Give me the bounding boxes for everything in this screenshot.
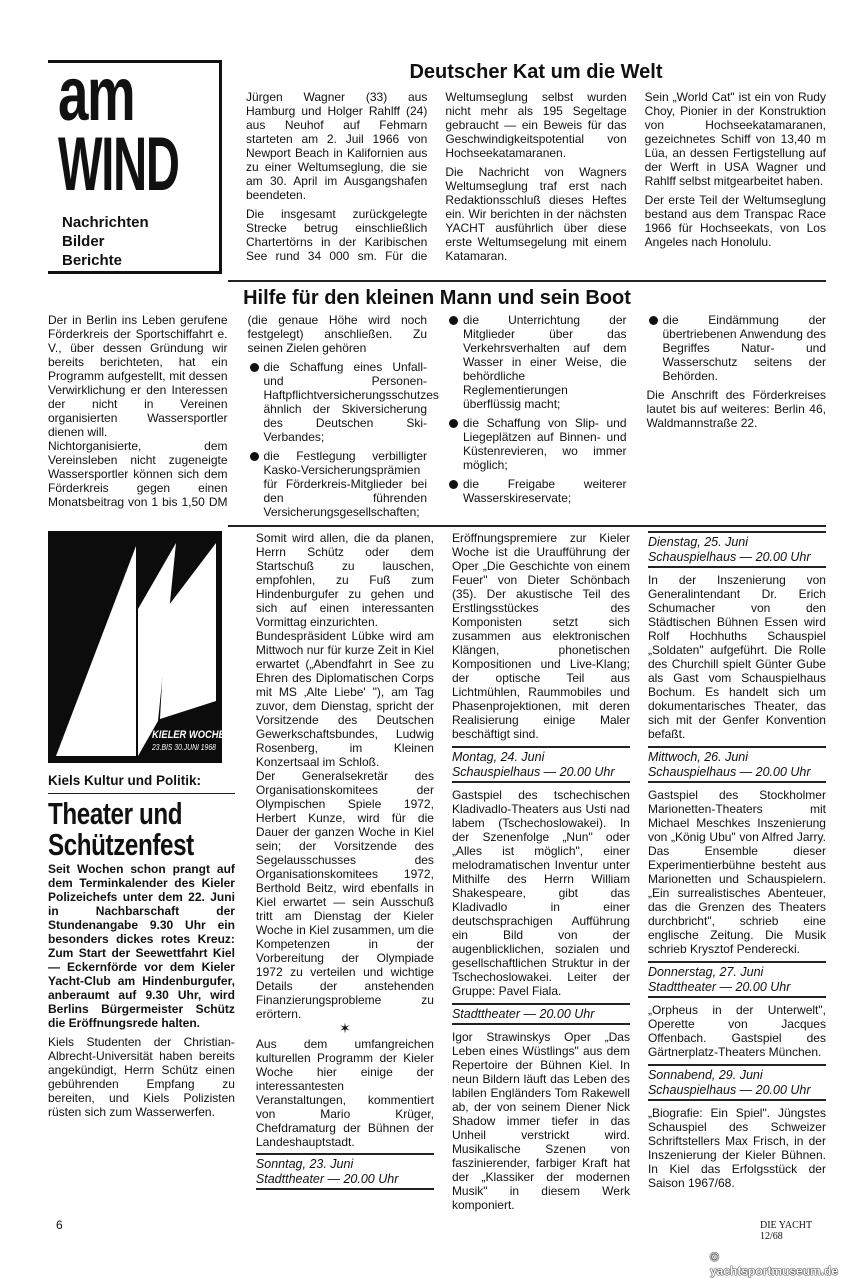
article1-title: Deutscher Kat um die Welt: [409, 61, 663, 83]
event-text: „Biografie: Ein Spiel". Jüngstes Schauspiel des Schweizer Schriftstellers Max Frisch, in der Inszenierung der Kieler Bühnen. In Kiel das Erfolgsstück der Saison 1967/68.: [647, 1106, 826, 1190]
magazine-issue: DIE YACHT 12/68: [760, 1220, 812, 1242]
article1-body: [246, 90, 826, 263]
watermark: © yachtsportmuseum.de: [710, 1250, 839, 1278]
logo-sub-pictures: Bilder: [62, 233, 105, 250]
article2-body: [48, 313, 826, 519]
section-logo: [48, 60, 222, 274]
paragraph: Der Generalsekretär des Organisationskomitees der Olympischen Spiele 1972, Herbert Kunze, wird für die Dauer der ganzen Woche in Kiel sein; der Vorsitzende des Segelausschusses des Organisationskomitees 1972, Berthold Beitz, wird ebenfalls in Kiel erwartet — sein Ausschuß tritt am Dienstag der Kieler Woche in Kiel zusammen, um die Kompetenzen in der Vorbereitung der Olympiade 1972 zu verteilen und wichtige Details der anstehenden Finanzierungsprobleme zu erörtern.: [255, 769, 434, 1021]
event-text: Gastspiel des Stockholmer Marionetten-Theaters mit Michael Meschkes Inszenierung von „König Ubu" von Alfred Jarry. Das Ensemble dieser Experimentierbühne besteht aus Marionetten und Schauspielern. „Ein surrealistisches Abenteuer, das die Grenzen des Theaters durchbricht", schrieb eine englische Zeitung. Die Musik schrieb Krysztof Penderecki.: [647, 788, 826, 956]
logo-am: am: [58, 60, 135, 137]
event-header: [452, 1003, 630, 1025]
bullet-item: die Freigabe weiterer Wasserskireservate;: [447, 477, 627, 505]
star-separator: ✶: [339, 1020, 351, 1036]
event-header: [452, 746, 630, 783]
title-line: Schützenfest: [48, 827, 194, 862]
event-text: Gastspiel des tschechischen Kladivadlo-Theaters aus Usti nad labem (Tschechoslowakei). In der Szenenfolge „Nun" oder „Alles ist möglich", einer melodramatischen Inventur unter Mithilfe des Herrn William Shakespeare, gibt das Kladivadlo in einer deutschsprachigen Aufführung ein Bild von der augenblicklichen, sozialen und gesellschaftlichen Struktur in der Tschechoslowakei. Leiter der Gruppe: Pavel Fiala.: [451, 788, 630, 998]
paragraph: Bundespräsident Lübke wird am Mittwoch nur für kurze Zeit in Kiel erwartet („Abendfahrt in See zu Ehren des Diplomatischen Corps mit MS ‚Alte Liebe' "), am Tag zuvor, dem Dienstag, spricht der Vorsitzende des Deutschen Gewerkschaftsbundes, Ludwig Rosenberg, im Kleinen Konzertsaal im Schloß.: [255, 629, 434, 769]
paragraph: Nichtorganisierte, dem Vereinsleben nicht zugeneigte Wassersportler können sich dem Förderkreis gegen einen Monatsbeitrag von 1 bis 1,50 DM (die genaue Höhe wird noch festgelegt) anschließen. Zu seinen Zielen gehören: [48, 313, 427, 509]
poster-dates: 23.BIS 30.JUNI 1968: [152, 743, 216, 752]
event-text-part: Eröffnungspremiere zur Kieler: [451, 531, 630, 545]
article3-left-column: [48, 531, 235, 1124]
event-day: Montag, 24. Juni: [451, 750, 545, 764]
event-header: [648, 961, 826, 998]
event-day: Donnerstag, 27. Juni: [647, 965, 764, 979]
event-venue: Stadttheater — 20.00 Uhr: [255, 1172, 399, 1186]
event-text: „Orpheus in der Unterwelt", Operette von Jacques Offenbach. Gastspiel des Gärtnerplatz-Theaters München.: [647, 1003, 826, 1059]
article2-title: Hilfe für den kleinen Mann und sein Boot: [243, 287, 631, 309]
paragraph: Der erste Teil der Weltumseglung bestand aus dem Transpac Race 1966 für Hochseekats, von Los Angeles nach Honolulu.: [644, 193, 826, 249]
article3: [48, 531, 826, 1212]
bullet-item: die Eindämmung der übertriebenen Anwendung des Begriffes Natur- und Wasserschutz seitens der Behörden.: [647, 313, 827, 383]
event-header: [648, 1064, 826, 1101]
event-header: [648, 531, 826, 568]
top-section: [48, 60, 826, 274]
page-number: 6: [56, 1218, 63, 1232]
event-day: Sonntag, 23. Juni: [255, 1157, 354, 1171]
paragraph: Somit wird allen, die da planen, Herrn Schütz oder dem Startschuß zu lauschen, empfohlen, zu Fuß zum Hindenburgufer zu gehen und sich auf einen interessanten Vormittag einzurichten.: [255, 531, 434, 629]
event-venue: Stadttheater — 20.00 Uhr: [647, 980, 791, 994]
event-text-part: Woche ist die Uraufführung der Oper „Die Geschichte von einem Feuer" von Dieter Schönbach (35). Der akustische Teil des Erstlingsstückes des Komponisten setzt sich zusammen aus elektronischen Klängen, phonetischen Kompositionen und Live-Klang; der optische Teil aus Lichtmühlen, Raummobiles und Phasenprojektionen, mit deren Realisierung einige Maler beschäftigt sind.: [451, 545, 630, 741]
kieler-woche-poster: [48, 531, 225, 763]
address: Die Anschrift des Förderkreises lautet bis auf weiteres: Berlin 46, Waldmannstraße 22.: [646, 388, 826, 430]
lead-paragraph: Seit Wochen schon prangt auf dem Terminkalender des Kieler Polizeichefs unter dem 22. Juni in Nachbarschaft der Stundenangabe 9.30 Uhr ein besonders dickes rotes Kreuz: Zum Start der Seewettfahrt Kiel — Eckernförde vor dem Kieler Yacht-Club am Hindenburgufer, anberaumt auf 9.30 Uhr, wird Berlins Bürgermeister Schütz die Eröffnungsrede halten.: [48, 862, 235, 1030]
bullet-item: die Schaffung eines Unfall- und Personen-Haftpflichtversicherungsschutzes ähnlich der Skiversicherung des Deutschen Ski-Verbandes;: [248, 360, 428, 444]
paragraph: Jürgen Wagner (33) aus Hamburg und Holger Rahlff (24) aus Neuhof auf Fehmarn starteten am 2. Juil 1966 von Newport Beach in Kalifornien aus zu einer Weltumseglung, die sie am 30. April im Ausgangshafen beendeten.: [246, 90, 428, 202]
footer: [48, 1218, 839, 1278]
logo-wind: WIND: [58, 122, 179, 207]
title-line: Theater und: [48, 796, 183, 831]
event-header: [256, 1153, 434, 1190]
logo-sub-reports: Berichte: [62, 252, 123, 269]
event-text: In der Inszenierung von Generalintendant Dr. Erich Schumacher von den Städtischen Bühnen Essen wird Rolf Hochhuths Schauspiel „Soldaten" aufgeführt. Die Rolle des Churchill spielt Günter Gube als Gast vom Schauspielhaus Bochum. Es handelt sich um dokumentarisches Theater, das sich mit der Genfer Konvention befaßt.: [647, 573, 826, 741]
event-day: Sonnabend, 29. Juni: [647, 1068, 763, 1082]
poster-title: KIELER WOCHE: [152, 729, 225, 741]
paragraph: Aus dem umfangreichen kulturellen Programm der Kieler Woche hier einige der interessantesten Veranstaltungen, kommentiert von Mario Krüger, Chefdramaturg der Bühnen der Landeshauptstadt.: [255, 1037, 434, 1149]
paragraph: Die insgesamt zurückgelegte Strecke betrug einschließlich Chartertörns in der Karibischen See rund 34 000 sm. Für die Weltumseglung selbst wurden nicht mehr als 195 Segeltage gebraucht — ein Beweis für das Geschwindigkeitspotential von Hochseekatamaranen.: [246, 90, 627, 263]
event-venue: Schauspielhaus — 20.00 Uhr: [647, 550, 811, 564]
paragraph: Der in Berlin ins Leben gerufene Förderkreis der Sportschiffahrt e. V., über dessen Gründung wir bereits berichteten, hat ein Programm aufgestellt, mit dessen Verwirklichung er den Interessen der nicht in Vereinen organisierten Wassersportler dienen will.: [48, 313, 228, 439]
divider: [228, 280, 826, 282]
event-header: [648, 746, 826, 783]
paragraph: Die Nachricht von Wagners Weltumseglung traf erst nach Redaktionsschluß dieses Heftes ein. Wir berichten in der nächsten YACHT ausführlich über diese erste Weltumsegelung mit einem Katamaran.: [445, 165, 627, 263]
event-venue: Schauspielhaus — 20.00 Uhr: [451, 765, 615, 779]
event-venue: Schauspielhaus — 20.00 Uhr: [647, 765, 811, 779]
bullet-item: die Unterrichtung der Mitglieder über das Verkehrsverhalten auf dem Wasser in einer Weise, die behördliche Reglementierungen überflüssig macht;: [447, 313, 627, 411]
paragraph: Sein „World Cat" ist ein von Rudy Choy, Pionier in der Konstruktion von Hochseekatamaranen, gezeichnetes Schiff von 13,40 m Lüa, an dessen Fertigstellung auf der Werft in USA Wagner und Rahlff selbst mitgearbeitet haben.: [644, 90, 826, 188]
event-text: Igor Strawinskys Oper „Das Leben eines Wüstlings" aus dem Repertoire der Bühnen Kiel. In neun Bildern läuft das Leben des labilen Engländers Tom Rakewell ab, der von seinem Diener Nick Shadow immer tiefer in das Unheil verstrickt wird. Musikalische Szenen von faszinierender, farbiger Kraft hat der „Klassiker der modernen Musik" in diesem Werk komponiert.: [451, 1030, 630, 1212]
article2: [48, 286, 826, 519]
article3-title: [48, 798, 235, 862]
event-venue: Schauspielhaus — 20.00 Uhr: [647, 1083, 811, 1097]
event-venue: Stadttheater — 20.00 Uhr: [451, 1007, 595, 1021]
bullet-item: die Schaffung von Slip- und Liegeplätzen auf Binnen- und Küstenrevieren, wo immer möglich;: [447, 416, 627, 472]
event-day: Dienstag, 25. Juni: [647, 535, 749, 549]
bullet-item: die Festlegung verbilligter Kasko-Versicherungsprämien für Förderkreis-Mitglieder bei den führenden Versicherungsgesellschaften;: [248, 449, 428, 519]
article3-intro: [48, 862, 235, 1119]
logo-sub-news: Nachrichten: [62, 214, 149, 231]
article1: [246, 60, 826, 263]
paragraph: Kiels Studenten der Christian-Albrecht-Universität haben bereits angekündigt, Herrn Schütz einen gebührenden Empfang zu bereiten, und Kiels Polizisten rüsten sich zum Wasserwerfen.: [48, 1035, 235, 1119]
article3-kicker: Kiels Kultur und Politik:: [48, 773, 235, 794]
divider: [228, 525, 826, 527]
article3-body: [256, 531, 826, 1212]
event-text: [452, 531, 630, 741]
event-day: Mittwoch, 26. Juni: [647, 750, 748, 764]
